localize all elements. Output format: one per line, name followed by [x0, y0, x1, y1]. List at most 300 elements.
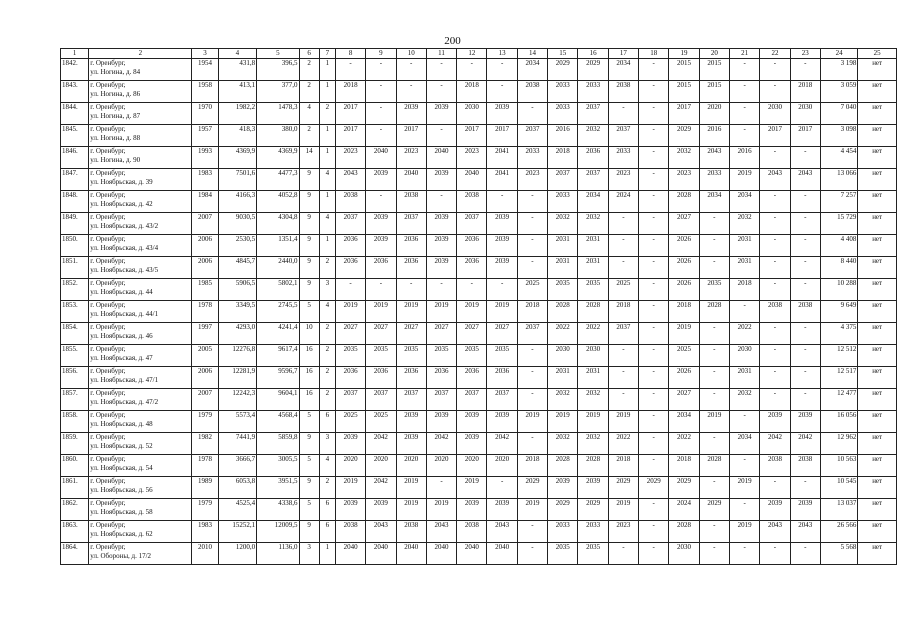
- planned-year-cell: -: [790, 235, 820, 257]
- planned-year-cell: 2019: [426, 499, 456, 521]
- planned-year-cell: 2036: [457, 367, 487, 389]
- planned-year-cell: 2035: [699, 279, 729, 301]
- planned-year-cell: -: [487, 191, 517, 213]
- total-area: 7441,9: [218, 433, 256, 455]
- address-line: г. Оренбург,: [90, 103, 126, 111]
- construction-year: 1984: [192, 191, 218, 213]
- planned-year-cell: -: [608, 367, 638, 389]
- planned-year-cell: 2032: [729, 389, 759, 411]
- table-row: [61, 323, 897, 345]
- total-cost: 12 517: [820, 367, 857, 389]
- planned-year-cell: 2038: [396, 191, 426, 213]
- address-line: ул. Ноябрьская, д. 43/4: [90, 244, 159, 252]
- planned-year-cell: 2033: [548, 103, 578, 125]
- floors-count: 9: [299, 279, 319, 301]
- planned-year-cell: 2022: [578, 323, 608, 345]
- row-number: 1860.: [61, 455, 89, 477]
- planned-year-cell: 2036: [457, 235, 487, 257]
- planned-year-cell: 2031: [729, 257, 759, 279]
- planned-year-cell: -: [335, 59, 365, 81]
- planned-year-cell: -: [729, 103, 759, 125]
- column-number-header: 22: [760, 49, 790, 59]
- planned-year-cell: 2023: [669, 169, 699, 191]
- construction-year: 1979: [192, 411, 218, 433]
- planned-year-cell: 2039: [487, 499, 517, 521]
- address-cell: [89, 147, 192, 169]
- planned-year-cell: 2019: [366, 301, 396, 323]
- column-number-header: 24: [820, 49, 857, 59]
- planned-year-cell: -: [699, 367, 729, 389]
- total-cost: 12 477: [820, 389, 857, 411]
- planned-year-cell: 2037: [335, 213, 365, 235]
- planned-year-cell: 2031: [578, 235, 608, 257]
- planned-year-cell: -: [639, 125, 669, 147]
- planned-year-cell: 2036: [396, 257, 426, 279]
- planned-year-cell: 2028: [578, 455, 608, 477]
- planned-year-cell: 2039: [790, 411, 820, 433]
- column-number-header: 8: [335, 49, 365, 59]
- planned-year-cell: 2017: [335, 125, 365, 147]
- table-row: [61, 543, 897, 565]
- total-cost: 13 066: [820, 169, 857, 191]
- total-cost: 3 059: [820, 81, 857, 103]
- flag-cell: нет: [858, 235, 897, 257]
- column-number-header: 21: [729, 49, 759, 59]
- address-line: г. Оренбург,: [90, 521, 126, 529]
- planned-year-cell: -: [699, 521, 729, 543]
- planned-year-cell: 2037: [396, 389, 426, 411]
- planned-year-cell: 2034: [729, 433, 759, 455]
- construction-year: 2010: [192, 543, 218, 565]
- planned-year-cell: -: [639, 301, 669, 323]
- address-line: ул. Ноябрьская, д. 44: [90, 288, 153, 296]
- total-area: 12276,8: [218, 345, 256, 367]
- planned-year-cell: 2035: [457, 345, 487, 367]
- planned-year-cell: 2025: [335, 411, 365, 433]
- planned-year-cell: 2019: [578, 411, 608, 433]
- address-cell: [89, 433, 192, 455]
- table-row: [61, 59, 897, 81]
- row-number: 1863.: [61, 521, 89, 543]
- planned-year-cell: -: [639, 213, 669, 235]
- entrances-count: 2: [319, 345, 335, 367]
- planned-year-cell: 2019: [729, 169, 759, 191]
- planned-year-cell: -: [760, 389, 790, 411]
- planned-year-cell: -: [608, 389, 638, 411]
- row-number: 1848.: [61, 191, 89, 213]
- address-line: г. Оренбург,: [90, 455, 126, 463]
- planned-year-cell: 2038: [790, 455, 820, 477]
- planned-year-cell: -: [760, 191, 790, 213]
- row-number: 1853.: [61, 301, 89, 323]
- planned-year-cell: 2039: [487, 213, 517, 235]
- address-line: ул. Ноябрьская, д. 54: [90, 464, 153, 472]
- planned-year-cell: -: [426, 191, 456, 213]
- flag-cell: нет: [858, 81, 897, 103]
- address-cell: [89, 235, 192, 257]
- address-cell: [89, 279, 192, 301]
- planned-year-cell: -: [760, 367, 790, 389]
- planned-year-cell: 2038: [790, 301, 820, 323]
- planned-year-cell: -: [457, 279, 487, 301]
- address-line: г. Оренбург,: [90, 345, 126, 353]
- planned-year-cell: 2036: [335, 367, 365, 389]
- entrances-count: 6: [319, 411, 335, 433]
- address-cell: [89, 191, 192, 213]
- planned-year-cell: -: [517, 213, 547, 235]
- planned-year-cell: 2031: [729, 367, 759, 389]
- total-cost: 5 568: [820, 543, 857, 565]
- column-number-header: 23: [790, 49, 820, 59]
- planned-year-cell: 2043: [760, 521, 790, 543]
- floors-count: 4: [299, 103, 319, 125]
- planned-year-cell: 2029: [669, 125, 699, 147]
- table-row: [61, 169, 897, 191]
- planned-year-cell: 2036: [457, 257, 487, 279]
- address-cell: [89, 411, 192, 433]
- planned-year-cell: 2041: [487, 147, 517, 169]
- planned-year-cell: 2034: [578, 191, 608, 213]
- planned-year-cell: -: [517, 257, 547, 279]
- planned-year-cell: 2033: [578, 521, 608, 543]
- planned-year-cell: -: [729, 59, 759, 81]
- planned-year-cell: 2027: [669, 213, 699, 235]
- planned-year-cell: 2032: [548, 389, 578, 411]
- planned-year-cell: 2043: [426, 521, 456, 543]
- planned-year-cell: 2039: [426, 169, 456, 191]
- floors-count: 5: [299, 499, 319, 521]
- planned-year-cell: 2037: [548, 169, 578, 191]
- address-line: г. Оренбург,: [90, 257, 126, 265]
- total-area: 413,1: [218, 81, 256, 103]
- planned-year-cell: -: [729, 455, 759, 477]
- address-line: г. Оренбург,: [90, 125, 126, 133]
- planned-year-cell: 2037: [396, 213, 426, 235]
- planned-year-cell: -: [639, 433, 669, 455]
- planned-year-cell: 2043: [790, 521, 820, 543]
- floors-count: 5: [299, 301, 319, 323]
- floors-count: 2: [299, 81, 319, 103]
- planned-year-cell: 2026: [669, 257, 699, 279]
- planned-year-cell: 2029: [548, 59, 578, 81]
- living-area: 5802,1: [257, 279, 299, 301]
- living-area: 9604,1: [257, 389, 299, 411]
- living-area: 380,0: [257, 125, 299, 147]
- planned-year-cell: 2026: [669, 367, 699, 389]
- planned-year-cell: 2037: [608, 323, 638, 345]
- planned-year-cell: -: [396, 81, 426, 103]
- entrances-count: 1: [319, 125, 335, 147]
- column-number-header: 13: [487, 49, 517, 59]
- address-cell: [89, 323, 192, 345]
- planned-year-cell: -: [639, 191, 669, 213]
- address-cell: [89, 477, 192, 499]
- entrances-count: 4: [319, 169, 335, 191]
- planned-year-cell: 2039: [457, 433, 487, 455]
- entrances-count: 1: [319, 147, 335, 169]
- row-number: 1854.: [61, 323, 89, 345]
- planned-year-cell: 2032: [669, 147, 699, 169]
- planned-year-cell: 2022: [548, 323, 578, 345]
- floors-count: 9: [299, 235, 319, 257]
- planned-year-cell: 2039: [426, 257, 456, 279]
- planned-year-cell: -: [699, 323, 729, 345]
- planned-year-cell: 2037: [366, 389, 396, 411]
- floors-count: 9: [299, 477, 319, 499]
- planned-year-cell: 2042: [366, 433, 396, 455]
- planned-year-cell: 2015: [669, 59, 699, 81]
- row-number: 1847.: [61, 169, 89, 191]
- planned-year-cell: 2019: [457, 477, 487, 499]
- planned-year-cell: 2033: [548, 191, 578, 213]
- planned-year-cell: -: [426, 59, 456, 81]
- planned-year-cell: 2018: [729, 279, 759, 301]
- planned-year-cell: -: [790, 279, 820, 301]
- planned-year-cell: 2043: [699, 147, 729, 169]
- planned-year-cell: 2032: [578, 389, 608, 411]
- flag-cell: нет: [858, 147, 897, 169]
- total-area: 1200,0: [218, 543, 256, 565]
- planned-year-cell: -: [517, 367, 547, 389]
- planned-year-cell: 2020: [396, 455, 426, 477]
- total-area: 9030,5: [218, 213, 256, 235]
- planned-year-cell: 2038: [517, 81, 547, 103]
- planned-year-cell: 2039: [426, 235, 456, 257]
- floors-count: 16: [299, 367, 319, 389]
- planned-year-cell: 2023: [608, 169, 638, 191]
- planned-year-cell: 2023: [335, 147, 365, 169]
- planned-year-cell: 2039: [457, 499, 487, 521]
- planned-year-cell: 2039: [426, 213, 456, 235]
- table-row: [61, 477, 897, 499]
- entrances-count: 3: [319, 433, 335, 455]
- address-line: г. Оренбург,: [90, 411, 126, 419]
- planned-year-cell: 2029: [669, 477, 699, 499]
- table-row: [61, 389, 897, 411]
- floors-count: 5: [299, 455, 319, 477]
- planned-year-cell: 2019: [396, 477, 426, 499]
- planned-year-cell: 2036: [396, 235, 426, 257]
- planned-year-cell: 2028: [699, 455, 729, 477]
- planned-year-cell: 2030: [729, 345, 759, 367]
- planned-year-cell: -: [790, 543, 820, 565]
- planned-year-cell: 2024: [669, 499, 699, 521]
- planned-year-cell: 2037: [578, 169, 608, 191]
- construction-year: 2006: [192, 257, 218, 279]
- address-line: г. Оренбург,: [90, 81, 126, 89]
- construction-year: 2007: [192, 389, 218, 411]
- address-cell: [89, 59, 192, 81]
- planned-year-cell: -: [699, 345, 729, 367]
- planned-year-cell: 2036: [487, 367, 517, 389]
- planned-year-cell: -: [760, 345, 790, 367]
- flag-cell: нет: [858, 323, 897, 345]
- planned-year-cell: 2019: [426, 301, 456, 323]
- planned-year-cell: 2028: [669, 191, 699, 213]
- planned-year-cell: -: [790, 191, 820, 213]
- planned-year-cell: 2033: [517, 147, 547, 169]
- address-line: ул. Ногина, д. 86: [90, 90, 141, 98]
- planned-year-cell: -: [517, 191, 547, 213]
- column-number-header: 3: [192, 49, 218, 59]
- planned-year-cell: 2030: [548, 345, 578, 367]
- living-area: 4369,9: [257, 147, 299, 169]
- address-line: ул. Ноябрьская, д. 47/2: [90, 398, 159, 406]
- address-line: ул. Ноябрьская, д. 62: [90, 530, 153, 538]
- floors-count: 9: [299, 191, 319, 213]
- planned-year-cell: -: [426, 279, 456, 301]
- floors-count: 16: [299, 389, 319, 411]
- table-row: [61, 499, 897, 521]
- planned-year-cell: 2019: [729, 477, 759, 499]
- planned-year-cell: -: [366, 191, 396, 213]
- planned-year-cell: 2035: [548, 279, 578, 301]
- planned-year-cell: -: [760, 147, 790, 169]
- planned-year-cell: -: [639, 411, 669, 433]
- flag-cell: нет: [858, 169, 897, 191]
- address-line: ул. Ноябрьская, д. 43/5: [90, 266, 159, 274]
- total-area: 418,3: [218, 125, 256, 147]
- planned-year-cell: 2043: [760, 169, 790, 191]
- column-number-header: 7: [319, 49, 335, 59]
- column-number-header: 19: [669, 49, 699, 59]
- planned-year-cell: 2023: [396, 147, 426, 169]
- planned-year-cell: 2018: [517, 301, 547, 323]
- planned-year-cell: 2036: [366, 367, 396, 389]
- planned-year-cell: 2018: [517, 455, 547, 477]
- planned-year-cell: -: [366, 103, 396, 125]
- total-area: 4293,0: [218, 323, 256, 345]
- planned-year-cell: 2018: [790, 81, 820, 103]
- entrances-count: 2: [319, 477, 335, 499]
- table-row: [61, 279, 897, 301]
- table-row: [61, 235, 897, 257]
- address-line: ул. Ноябрьская, д. 46: [90, 332, 153, 340]
- planned-year-cell: 2031: [548, 257, 578, 279]
- address-line: ул. Ноябрьская, д. 39: [90, 178, 153, 186]
- total-area: 15252,1: [218, 521, 256, 543]
- planned-year-cell: -: [639, 59, 669, 81]
- address-cell: [89, 367, 192, 389]
- address-line: г. Оренбург,: [90, 499, 126, 507]
- planned-year-cell: 2039: [487, 235, 517, 257]
- planned-year-cell: -: [639, 543, 669, 565]
- row-number: 1855.: [61, 345, 89, 367]
- floors-count: 9: [299, 169, 319, 191]
- planned-year-cell: 2038: [608, 81, 638, 103]
- planned-year-cell: 2022: [608, 433, 638, 455]
- flag-cell: нет: [858, 59, 897, 81]
- total-cost: 10 288: [820, 279, 857, 301]
- entrances-count: 1: [319, 81, 335, 103]
- planned-year-cell: -: [426, 125, 456, 147]
- construction-year: 2007: [192, 213, 218, 235]
- planned-year-cell: -: [396, 59, 426, 81]
- planned-year-cell: -: [699, 235, 729, 257]
- planned-year-cell: 2034: [669, 411, 699, 433]
- planned-year-cell: -: [639, 81, 669, 103]
- construction-year: 1970: [192, 103, 218, 125]
- planned-year-cell: 2039: [396, 433, 426, 455]
- planned-year-cell: 2040: [457, 543, 487, 565]
- construction-year: 1979: [192, 499, 218, 521]
- entrances-count: 2: [319, 389, 335, 411]
- planned-year-cell: -: [760, 543, 790, 565]
- living-area: 4568,4: [257, 411, 299, 433]
- living-area: 5859,8: [257, 433, 299, 455]
- planned-year-cell: 2019: [608, 411, 638, 433]
- column-number-header: 10: [396, 49, 426, 59]
- row-number: 1849.: [61, 213, 89, 235]
- planned-year-cell: 2032: [578, 125, 608, 147]
- planned-year-cell: 2042: [487, 433, 517, 455]
- planned-year-cell: -: [639, 323, 669, 345]
- planned-year-cell: 2015: [699, 59, 729, 81]
- floors-count: 9: [299, 213, 319, 235]
- flag-cell: нет: [858, 477, 897, 499]
- planned-year-cell: 2039: [335, 433, 365, 455]
- planned-year-cell: 2042: [790, 433, 820, 455]
- planned-year-cell: 2039: [487, 103, 517, 125]
- total-cost: 15 729: [820, 213, 857, 235]
- construction-year: 2006: [192, 367, 218, 389]
- flag-cell: нет: [858, 455, 897, 477]
- planned-year-cell: -: [608, 103, 638, 125]
- planned-year-cell: -: [760, 279, 790, 301]
- planned-year-cell: 2020: [366, 455, 396, 477]
- total-area: 2530,5: [218, 235, 256, 257]
- construction-year: 1993: [192, 147, 218, 169]
- total-cost: 7 257: [820, 191, 857, 213]
- planned-year-cell: 2040: [426, 147, 456, 169]
- planned-year-cell: 2038: [396, 521, 426, 543]
- address-line: ул. Ногина, д. 84: [90, 68, 141, 76]
- row-number: 1857.: [61, 389, 89, 411]
- planned-year-cell: -: [396, 279, 426, 301]
- address-line: г. Оренбург,: [90, 169, 126, 177]
- planned-year-cell: 2031: [578, 367, 608, 389]
- planned-year-cell: -: [335, 279, 365, 301]
- planned-year-cell: 2038: [335, 521, 365, 543]
- planned-year-cell: -: [457, 59, 487, 81]
- address-line: ул. Ноябрьская, д. 52: [90, 442, 153, 450]
- planned-year-cell: 2036: [578, 147, 608, 169]
- total-area: 1982,2: [218, 103, 256, 125]
- planned-year-cell: -: [366, 279, 396, 301]
- address-line: г. Оренбург,: [90, 301, 126, 309]
- planned-year-cell: 2018: [548, 147, 578, 169]
- planned-year-cell: 2025: [517, 279, 547, 301]
- planned-year-cell: 2039: [366, 213, 396, 235]
- planned-year-cell: 2040: [366, 147, 396, 169]
- column-number-header: 17: [608, 49, 638, 59]
- row-number: 1842.: [61, 59, 89, 81]
- planned-year-cell: 2040: [457, 169, 487, 191]
- row-number: 1858.: [61, 411, 89, 433]
- planned-year-cell: 2017: [790, 125, 820, 147]
- entrances-count: 4: [319, 455, 335, 477]
- table-body: [61, 59, 897, 565]
- planned-year-cell: 2027: [366, 323, 396, 345]
- entrances-count: 2: [319, 367, 335, 389]
- planned-year-cell: 2018: [608, 301, 638, 323]
- planned-year-cell: 2017: [487, 125, 517, 147]
- address-cell: [89, 125, 192, 147]
- row-number: 1852.: [61, 279, 89, 301]
- planned-year-cell: -: [426, 477, 456, 499]
- planned-year-cell: 2033: [699, 169, 729, 191]
- flag-cell: нет: [858, 543, 897, 565]
